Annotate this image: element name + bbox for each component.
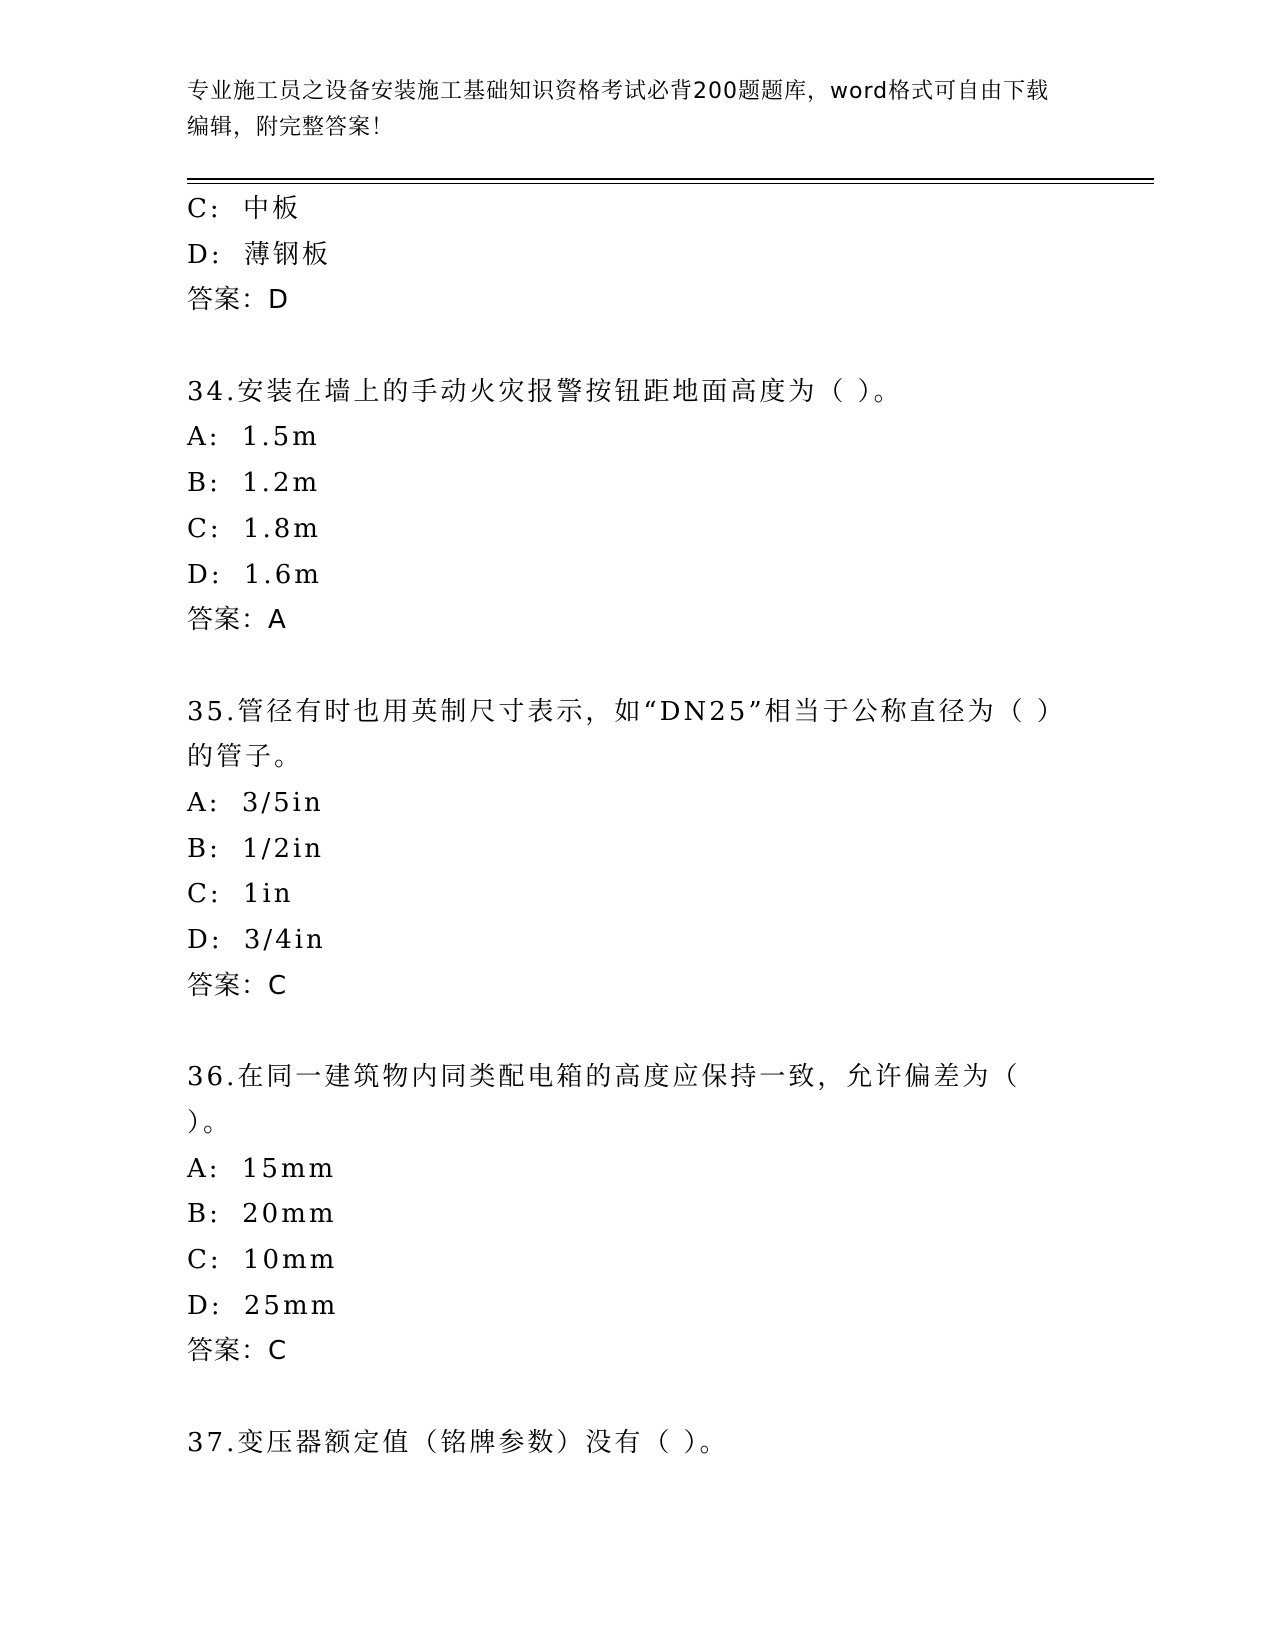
header-rule-thick — [187, 178, 1154, 180]
option-separator: : — [208, 422, 232, 453]
option-d — [187, 918, 1067, 964]
option-key: D — [187, 239, 211, 270]
option-d — [187, 553, 1067, 599]
option-key: A — [187, 422, 209, 453]
option-c — [187, 187, 1067, 233]
question-36 — [187, 1055, 1057, 1146]
answer-value: C — [268, 970, 288, 1001]
answer-label: 答案： — [187, 285, 269, 316]
option-text: 1.8m — [242, 513, 321, 544]
option-separator: : — [209, 879, 233, 910]
option-text: 薄钢板 — [243, 239, 331, 270]
header-rule-thin — [187, 183, 1154, 184]
option-c — [187, 507, 1067, 553]
option-text: 1in — [242, 879, 294, 910]
option-separator: : — [208, 1153, 232, 1184]
option-c — [187, 1238, 1067, 1284]
option-separator: : — [210, 559, 234, 590]
question-number: 34. — [187, 376, 238, 407]
question-number: 35. — [187, 696, 238, 727]
question-37 — [187, 1421, 1057, 1467]
answer-line — [187, 598, 1067, 644]
option-key: C — [187, 879, 210, 910]
option-a — [187, 1147, 1067, 1193]
option-separator: : — [210, 925, 234, 956]
question-text: 管径有时也用英制尺寸表示，如“DN25”相当于公称直径为（ ）的管子。 — [187, 696, 1053, 773]
option-a — [187, 415, 1067, 461]
question-34 — [187, 370, 1057, 416]
document-header — [187, 74, 1067, 146]
option-text: 1.6m — [243, 559, 322, 590]
option-text: 20mm — [242, 1199, 337, 1230]
question-list — [187, 187, 1067, 1466]
option-text: 3/4in — [243, 925, 326, 956]
answer-value: C — [268, 1336, 288, 1367]
answer-value: D — [268, 285, 290, 316]
option-text: 1.5m — [241, 422, 320, 453]
option-a — [187, 781, 1067, 827]
option-key: B — [187, 833, 210, 864]
option-text: 3/5in — [241, 787, 324, 818]
option-key: C — [187, 194, 210, 224]
option-key: D — [187, 1290, 211, 1321]
option-d — [187, 1284, 1067, 1330]
question-number: 36. — [187, 1062, 238, 1093]
question-text: 在同一建筑物内同类配电箱的高度应保持一致，允许偏差为（ ）。 — [187, 1062, 1021, 1138]
option-key: C — [187, 1244, 210, 1275]
option-text: 10mm — [242, 1244, 338, 1275]
option-c — [187, 872, 1067, 918]
option-key: D — [187, 559, 211, 590]
option-separator: : — [209, 194, 233, 224]
answer-label: 答案： — [187, 1336, 269, 1367]
header-text: 专业施工员之设备安装施工基础知识资格考试必背200题题库，word格式可自由下载编辑，附完整答案！ — [187, 79, 1050, 140]
answer-label: 答案： — [187, 605, 269, 636]
answer-line — [187, 278, 1067, 324]
option-d — [187, 233, 1067, 279]
option-separator: : — [208, 787, 232, 818]
option-b — [187, 461, 1067, 507]
question-text: 安装在墙上的手动火灾报警按钮距地面高度为（ ）。 — [237, 376, 903, 407]
option-key: C — [187, 513, 210, 544]
option-separator: : — [210, 239, 234, 270]
option-separator: : — [209, 1199, 233, 1230]
option-separator: : — [209, 513, 233, 544]
option-separator: : — [209, 468, 233, 499]
option-key: B — [187, 1199, 210, 1230]
option-b — [187, 1192, 1067, 1238]
option-text: 1.2m — [242, 468, 321, 499]
option-text: 中板 — [242, 194, 301, 224]
option-b — [187, 827, 1067, 873]
option-text: 1/2in — [242, 833, 325, 864]
spacer — [187, 644, 1067, 690]
option-text: 25mm — [243, 1290, 339, 1321]
option-separator: : — [209, 1244, 233, 1275]
answer-label: 答案： — [187, 970, 269, 1001]
spacer — [187, 324, 1067, 370]
option-separator: : — [209, 833, 233, 864]
question-35 — [187, 690, 1057, 781]
option-text: 15mm — [241, 1153, 337, 1184]
option-key: B — [187, 468, 210, 499]
answer-value: A — [268, 605, 287, 636]
answer-line — [187, 964, 1067, 1010]
option-key: A — [187, 1153, 209, 1184]
option-key: A — [187, 787, 209, 818]
option-separator: : — [210, 1290, 234, 1321]
option-key: D — [187, 925, 211, 956]
question-number: 37. — [187, 1427, 238, 1458]
question-text: 变压器额定值（铭牌参数）没有（ ）。 — [237, 1427, 729, 1458]
spacer — [187, 1375, 1067, 1421]
spacer — [187, 1009, 1067, 1055]
answer-line — [187, 1329, 1067, 1375]
